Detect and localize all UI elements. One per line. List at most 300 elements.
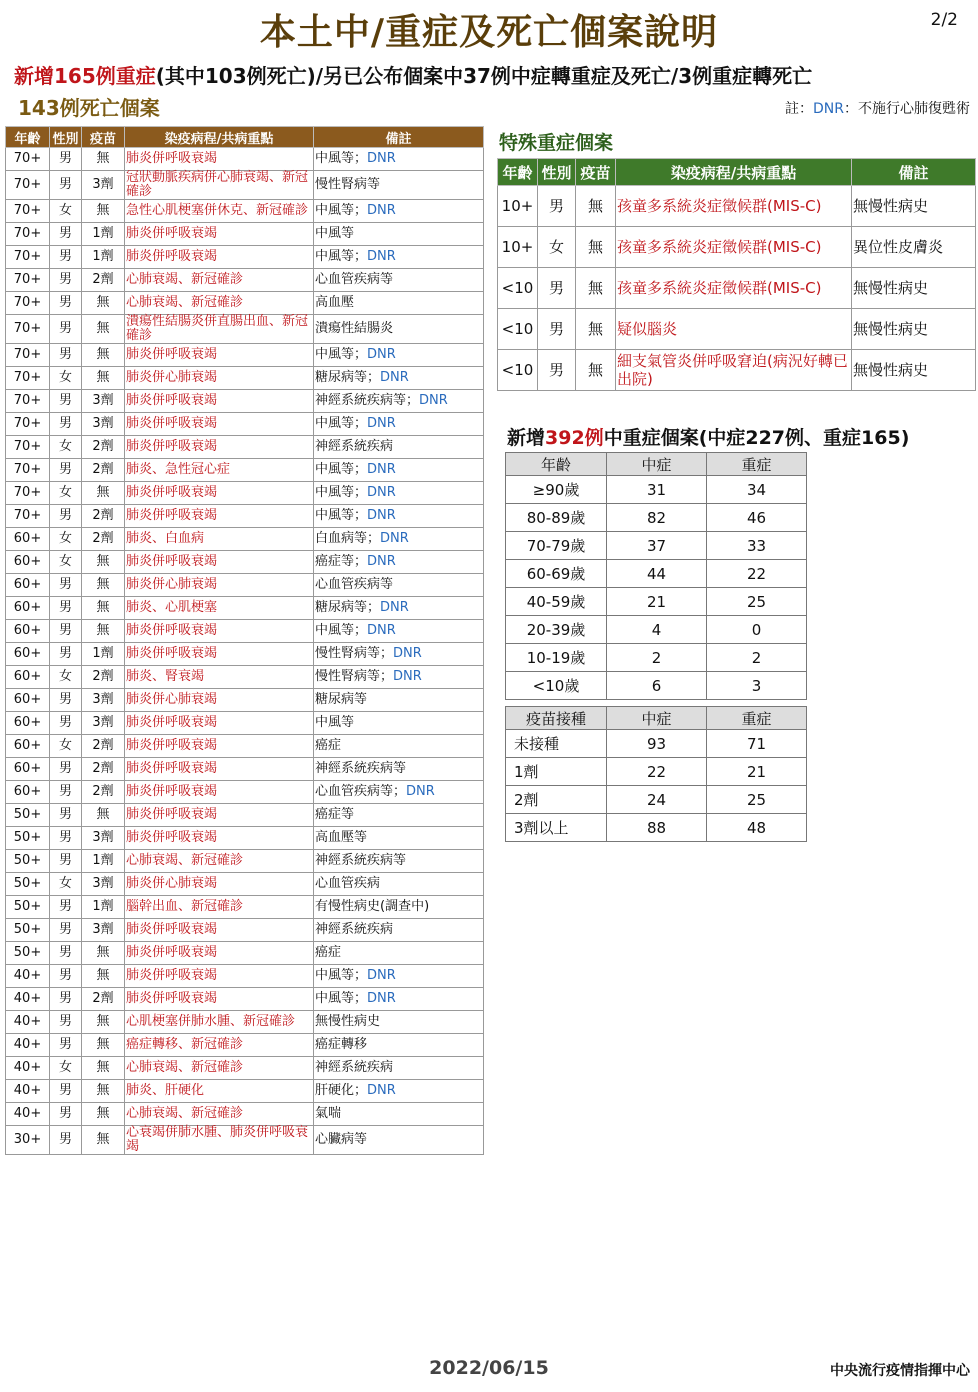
note-cell xyxy=(314,200,484,223)
dnr-label: DNR xyxy=(367,968,396,983)
sex-cell: 男 xyxy=(50,942,82,965)
age-cell: 40+ xyxy=(6,1103,50,1126)
course-cell: 肺炎併呼吸衰竭 xyxy=(125,620,314,643)
note-cell xyxy=(314,689,484,712)
course-cell: 疑似腦炎 xyxy=(616,309,852,350)
note-cell xyxy=(314,1080,484,1103)
age-cell: 40+ xyxy=(6,965,50,988)
table-row xyxy=(498,268,976,309)
sex-cell: 男 xyxy=(50,689,82,712)
course-cell: 肺炎併心肺衰竭 xyxy=(125,873,314,896)
note-separator: ； xyxy=(367,370,381,385)
moderate-count-cell: 37 xyxy=(607,532,707,560)
dnr-label: DNR xyxy=(367,249,396,264)
age-cell: 50+ xyxy=(6,873,50,896)
table-row xyxy=(6,292,484,315)
death-cases-table xyxy=(5,126,484,1155)
vaccine-cell: 無 xyxy=(576,227,616,268)
note-text: 中風等 xyxy=(315,249,355,264)
moderate-count-cell: 24 xyxy=(607,786,707,814)
age-group-cell: 70-79歲 xyxy=(506,532,607,560)
sex-cell: 男 xyxy=(50,1080,82,1103)
age-cell: 60+ xyxy=(6,712,50,735)
vaccine-cell: 2劑 xyxy=(82,666,125,689)
sex-cell: 男 xyxy=(50,292,82,315)
course-cell: 肺炎、急性冠心症 xyxy=(125,459,314,482)
vaccine-cell: 無 xyxy=(82,315,125,344)
note-text: 神經系統疾病 xyxy=(315,439,394,454)
note-text: 高血壓等 xyxy=(315,830,368,845)
vaccine-cell: 3劑 xyxy=(82,171,125,200)
table-row xyxy=(506,532,807,560)
vaccine-cell: 無 xyxy=(82,942,125,965)
sex-cell: 男 xyxy=(50,574,82,597)
table-row xyxy=(6,873,484,896)
table-row xyxy=(506,814,807,842)
note-cell: 無慢性病史 xyxy=(852,350,976,391)
note-text: 中風等 xyxy=(315,347,355,362)
note-cell xyxy=(314,965,484,988)
note-text: 中風等 xyxy=(315,226,355,241)
course-cell: 肺炎併呼吸衰竭 xyxy=(125,942,314,965)
course-cell: 細支氣管炎併呼吸窘迫(病況好轉已出院) xyxy=(616,350,852,391)
age-stats-table xyxy=(505,452,807,700)
note-text: 中風等 xyxy=(315,623,355,638)
note-text: 中風等 xyxy=(315,991,355,1006)
table-row xyxy=(6,171,484,200)
note-text: 無慢性病史 xyxy=(315,1014,381,1029)
vaccine-cell: 2劑 xyxy=(82,781,125,804)
age-cell: 40+ xyxy=(6,1080,50,1103)
note-text: 神經系統疾病 xyxy=(315,922,394,937)
course-cell: 肺炎、腎衰竭 xyxy=(125,666,314,689)
note-cell xyxy=(314,528,484,551)
vaccine-cell: 3劑 xyxy=(82,827,125,850)
sex-cell: 男 xyxy=(50,1034,82,1057)
note-cell xyxy=(314,758,484,781)
sex-cell: 男 xyxy=(50,781,82,804)
sex-cell: 男 xyxy=(50,148,82,171)
note-text: 白血病等 xyxy=(315,531,368,546)
vaccine-cell: 3劑 xyxy=(82,390,125,413)
note-separator: ； xyxy=(380,646,394,661)
table-row xyxy=(6,804,484,827)
sex-cell: 男 xyxy=(538,309,576,350)
note-separator: ； xyxy=(354,203,368,218)
sex-cell: 女 xyxy=(50,528,82,551)
sex-cell: 女 xyxy=(50,436,82,459)
sex-cell: 男 xyxy=(50,988,82,1011)
course-cell: 肺炎、白血病 xyxy=(125,528,314,551)
sex-cell: 女 xyxy=(50,551,82,574)
note-cell xyxy=(314,942,484,965)
vaccine-cell: 無 xyxy=(82,344,125,367)
vaccine-cell: 無 xyxy=(82,965,125,988)
note-cell xyxy=(314,482,484,505)
sex-cell: 男 xyxy=(50,712,82,735)
table-row xyxy=(6,689,484,712)
subtitle xyxy=(14,60,812,89)
page-number: 2/2 xyxy=(930,10,958,30)
sex-cell: 男 xyxy=(50,1103,82,1126)
severe-count-cell: 34 xyxy=(707,476,807,504)
course-cell: 肺炎併心肺衰竭 xyxy=(125,367,314,390)
note-cell xyxy=(314,827,484,850)
age-cell: 60+ xyxy=(6,574,50,597)
age-cell: 70+ xyxy=(6,292,50,315)
table-row xyxy=(6,643,484,666)
vaccine-cell: 無 xyxy=(576,350,616,391)
moderate-count-cell: 82 xyxy=(607,504,707,532)
vaccine-cell: 1劑 xyxy=(82,643,125,666)
dnr-label: DNR xyxy=(367,416,396,431)
age-group-cell: ≥90歲 xyxy=(506,476,607,504)
note-cell xyxy=(314,390,484,413)
course-cell: 肺炎併呼吸衰竭 xyxy=(125,223,314,246)
vaccine-cell: 無 xyxy=(82,1057,125,1080)
death-cases-title: 143例死亡個案 xyxy=(18,96,160,120)
note-cell xyxy=(314,1103,484,1126)
moderate-count-cell: 21 xyxy=(607,588,707,616)
vaccine-cell: 無 xyxy=(82,1080,125,1103)
table-row xyxy=(6,597,484,620)
sex-cell: 男 xyxy=(50,246,82,269)
vaccine-cell: 無 xyxy=(82,1034,125,1057)
age-cell: 70+ xyxy=(6,413,50,436)
course-cell: 心肺衰竭、新冠確診 xyxy=(125,269,314,292)
vaccine-cell: 無 xyxy=(576,186,616,227)
table-row xyxy=(506,758,807,786)
course-cell: 肺炎、心肌梗塞 xyxy=(125,597,314,620)
dnr-label: DNR xyxy=(380,370,409,385)
note-text: 心血管疾病等 xyxy=(315,577,394,592)
severe-count-cell: 46 xyxy=(707,504,807,532)
vaccine-cell: 無 xyxy=(82,148,125,171)
age-cell: 70+ xyxy=(6,246,50,269)
column-header: 備註 xyxy=(314,127,484,148)
table-header xyxy=(6,127,484,148)
dnr-note: 註：DNR：不施行心肺復甦術 xyxy=(785,101,970,117)
sex-cell: 男 xyxy=(50,804,82,827)
course-cell: 肺炎、肝硬化 xyxy=(125,1080,314,1103)
note-text: 癌症等 xyxy=(315,807,355,822)
vaccine-cell: 3劑 xyxy=(82,873,125,896)
note-cell xyxy=(314,574,484,597)
note-text: 高血壓 xyxy=(315,295,355,310)
vaccine-cell: 1劑 xyxy=(82,223,125,246)
subtitle-highlight: 新增165例重症 xyxy=(14,64,156,88)
severe-count-cell: 2 xyxy=(707,644,807,672)
report-date: 2022/06/15 xyxy=(429,1357,549,1379)
column-header: 年齡 xyxy=(498,159,538,186)
course-cell: 肺炎併呼吸衰竭 xyxy=(125,712,314,735)
vaccine-cell: 3劑 xyxy=(82,919,125,942)
sex-cell: 男 xyxy=(50,919,82,942)
note-cell xyxy=(314,1126,484,1155)
age-cell: 50+ xyxy=(6,804,50,827)
age-cell: 70+ xyxy=(6,459,50,482)
age-cell: 50+ xyxy=(6,850,50,873)
note-text: 慢性腎病等 xyxy=(315,177,381,192)
sex-cell: 女 xyxy=(50,873,82,896)
course-cell: 腦幹出血、新冠確診 xyxy=(125,896,314,919)
course-cell: 肺炎併呼吸衰竭 xyxy=(125,482,314,505)
table-row xyxy=(6,413,484,436)
table-row xyxy=(498,350,976,391)
note-cell xyxy=(314,781,484,804)
age-cell: 70+ xyxy=(6,436,50,459)
course-cell: 心衰竭併肺水腫、肺炎併呼吸衰竭 xyxy=(125,1126,314,1155)
vaccine-cell: 2劑 xyxy=(82,459,125,482)
note-cell xyxy=(314,315,484,344)
sex-cell: 男 xyxy=(50,896,82,919)
page-title: 本土中/重症及死亡個案說明 xyxy=(259,12,719,53)
course-cell: 心肺衰竭、新冠確診 xyxy=(125,1103,314,1126)
vaccine-cell: 無 xyxy=(82,1011,125,1034)
note-cell xyxy=(314,246,484,269)
table-row xyxy=(498,227,976,268)
table-row xyxy=(6,919,484,942)
age-cell: 70+ xyxy=(6,390,50,413)
note-text: 中風等 xyxy=(315,462,355,477)
vaccine-cell: 無 xyxy=(82,597,125,620)
dnr-label: DNR xyxy=(393,669,422,684)
note-text: 中風等 xyxy=(315,508,355,523)
organization-name: 中央流行疫情指揮中心 xyxy=(830,1363,970,1379)
note-text: 中風等 xyxy=(315,968,355,983)
table-row xyxy=(6,1103,484,1126)
severe-count-cell: 21 xyxy=(707,758,807,786)
age-cell: 60+ xyxy=(6,551,50,574)
note-text: 中風等 xyxy=(315,203,355,218)
note-cell xyxy=(314,804,484,827)
table-row xyxy=(6,344,484,367)
vaccine-cell: 1劑 xyxy=(82,246,125,269)
dnr-label: DNR xyxy=(367,554,396,569)
note-cell: 無慢性病史 xyxy=(852,268,976,309)
table-row xyxy=(506,504,807,532)
dnr-label: DNR xyxy=(393,646,422,661)
vaccine-status-cell: 1劑 xyxy=(506,758,607,786)
vaccine-cell: 無 xyxy=(82,620,125,643)
note-text: 心血管疾病等 xyxy=(315,272,394,287)
dnr-label: DNR xyxy=(367,623,396,638)
table-row xyxy=(6,735,484,758)
vaccine-cell: 無 xyxy=(82,1103,125,1126)
note-cell xyxy=(314,1011,484,1034)
age-cell: 60+ xyxy=(6,597,50,620)
dnr-label: DNR xyxy=(367,462,396,477)
table-row xyxy=(6,988,484,1011)
note-separator: ； xyxy=(354,991,368,1006)
vaccine-cell: 無 xyxy=(82,367,125,390)
course-cell: 肺炎併呼吸衰竭 xyxy=(125,804,314,827)
age-cell: 10+ xyxy=(498,227,538,268)
note-cell xyxy=(314,643,484,666)
sex-cell: 女 xyxy=(50,666,82,689)
note-cell xyxy=(314,223,484,246)
note-separator: ； xyxy=(354,554,368,569)
vaccine-cell: 2劑 xyxy=(82,505,125,528)
severe-count-cell: 48 xyxy=(707,814,807,842)
note-text: 中風等 xyxy=(315,485,355,500)
course-cell: 肺炎併心肺衰竭 xyxy=(125,689,314,712)
sex-cell: 女 xyxy=(50,1057,82,1080)
table-header xyxy=(498,159,976,186)
age-cell: 50+ xyxy=(6,942,50,965)
table-row xyxy=(6,666,484,689)
dnr-label: DNR xyxy=(367,991,396,1006)
table-row xyxy=(6,1034,484,1057)
table-row xyxy=(6,223,484,246)
sex-cell: 男 xyxy=(50,1011,82,1034)
sex-cell: 男 xyxy=(50,344,82,367)
table-row xyxy=(6,827,484,850)
course-cell: 肺炎併呼吸衰竭 xyxy=(125,735,314,758)
dnr-label: DNR xyxy=(367,1083,396,1098)
column-header: 疫苗接種 xyxy=(506,707,607,730)
vaccine-cell: 無 xyxy=(82,292,125,315)
sex-cell: 女 xyxy=(50,735,82,758)
course-cell: 心肺衰竭、新冠確診 xyxy=(125,850,314,873)
note-separator: ； xyxy=(354,968,368,983)
note-cell xyxy=(314,620,484,643)
table-row xyxy=(506,672,807,700)
course-cell: 肺炎併呼吸衰竭 xyxy=(125,988,314,1011)
note-cell xyxy=(314,171,484,200)
note-cell xyxy=(314,292,484,315)
note-separator: ； xyxy=(354,347,368,362)
course-cell: 肺炎併呼吸衰竭 xyxy=(125,246,314,269)
table-row xyxy=(506,560,807,588)
note-text: 中風等 xyxy=(315,151,355,166)
column-header: 中症 xyxy=(607,707,707,730)
vaccine-cell: 1劑 xyxy=(82,850,125,873)
course-cell: 肺炎併呼吸衰竭 xyxy=(125,413,314,436)
table-row xyxy=(6,1057,484,1080)
note-text: 神經系統疾病等 xyxy=(315,853,407,868)
note-text: 潰瘍性結腸炎 xyxy=(315,321,394,336)
sex-cell: 男 xyxy=(50,390,82,413)
table-row xyxy=(506,476,807,504)
vaccine-cell: 1劑 xyxy=(82,896,125,919)
table-row xyxy=(6,712,484,735)
age-cell: 70+ xyxy=(6,223,50,246)
note-cell xyxy=(314,735,484,758)
note-cell xyxy=(314,1034,484,1057)
vaccine-cell: 無 xyxy=(82,200,125,223)
column-header: 疫苗 xyxy=(576,159,616,186)
course-cell: 潰瘍性結腸炎併直腸出血、新冠確診 xyxy=(125,315,314,344)
note-cell xyxy=(314,551,484,574)
table-row xyxy=(6,200,484,223)
sex-cell: 男 xyxy=(50,459,82,482)
note-cell xyxy=(314,436,484,459)
table-row xyxy=(506,730,807,758)
note-separator: ； xyxy=(354,151,368,166)
table-row xyxy=(506,616,807,644)
dnr-label: DNR xyxy=(419,393,448,408)
vaccine-cell: 無 xyxy=(82,551,125,574)
moderate-count-cell: 6 xyxy=(607,672,707,700)
age-cell: 60+ xyxy=(6,758,50,781)
sex-cell: 女 xyxy=(50,482,82,505)
table-row xyxy=(6,505,484,528)
sex-cell: 男 xyxy=(50,1126,82,1155)
column-header: 重症 xyxy=(707,453,807,476)
sex-cell: 男 xyxy=(50,620,82,643)
note-cell xyxy=(314,367,484,390)
age-cell: 60+ xyxy=(6,643,50,666)
age-cell: 70+ xyxy=(6,367,50,390)
table-row xyxy=(506,644,807,672)
vaccine-cell: 2劑 xyxy=(82,528,125,551)
age-cell: 70+ xyxy=(6,344,50,367)
age-cell: <10 xyxy=(498,309,538,350)
sex-cell: 男 xyxy=(50,223,82,246)
note-separator: ； xyxy=(406,393,420,408)
course-cell: 肺炎併呼吸衰竭 xyxy=(125,148,314,171)
course-cell: 肺炎併呼吸衰竭 xyxy=(125,390,314,413)
vaccine-cell: 2劑 xyxy=(82,269,125,292)
sex-cell: 男 xyxy=(50,505,82,528)
column-header: 年齡 xyxy=(506,453,607,476)
special-cases-table xyxy=(497,158,976,391)
note-text: 心臟病等 xyxy=(315,1132,368,1147)
vaccine-cell: 2劑 xyxy=(82,436,125,459)
sex-cell: 男 xyxy=(50,827,82,850)
course-cell: 肺炎併呼吸衰竭 xyxy=(125,758,314,781)
note-text: 糖尿病等 xyxy=(315,370,368,385)
note-text: 癌症等 xyxy=(315,554,355,569)
vaccine-cell: 3劑 xyxy=(82,413,125,436)
note-cell xyxy=(314,148,484,171)
note-cell xyxy=(314,413,484,436)
age-cell: 70+ xyxy=(6,171,50,200)
moderate-count-cell: 31 xyxy=(607,476,707,504)
special-cases-title: 特殊重症個案 xyxy=(499,132,614,154)
dnr-label: DNR xyxy=(380,531,409,546)
dnr-label: DNR xyxy=(406,784,435,799)
table-row xyxy=(6,269,484,292)
table-row xyxy=(506,588,807,616)
course-cell: 肺炎併心肺衰竭 xyxy=(125,574,314,597)
sex-cell: 男 xyxy=(50,758,82,781)
column-header: 染疫病程/共病重點 xyxy=(125,127,314,148)
new-cases-title: 新增392例中重症個案(中症227例、重症165) xyxy=(507,427,910,449)
note-cell xyxy=(314,850,484,873)
course-cell: 孩童多系統炎症徵候群(MIS-C) xyxy=(616,268,852,309)
age-group-cell: 60-69歲 xyxy=(506,560,607,588)
sex-cell: 女 xyxy=(50,200,82,223)
age-group-cell: 80-89歲 xyxy=(506,504,607,532)
note-separator: ； xyxy=(354,249,368,264)
note-text: 神經系統疾病 xyxy=(315,1060,394,1075)
severe-count-cell: 22 xyxy=(707,560,807,588)
table-row xyxy=(6,574,484,597)
sex-cell: 男 xyxy=(538,186,576,227)
note-separator: ； xyxy=(354,1083,368,1098)
sex-cell: 女 xyxy=(50,367,82,390)
table-row xyxy=(498,309,976,350)
course-cell: 肺炎併呼吸衰竭 xyxy=(125,436,314,459)
table-row xyxy=(6,148,484,171)
sex-cell: 男 xyxy=(50,965,82,988)
age-cell: 60+ xyxy=(6,620,50,643)
note-separator: ； xyxy=(354,485,368,500)
column-header: 性別 xyxy=(50,127,82,148)
note-cell xyxy=(314,666,484,689)
